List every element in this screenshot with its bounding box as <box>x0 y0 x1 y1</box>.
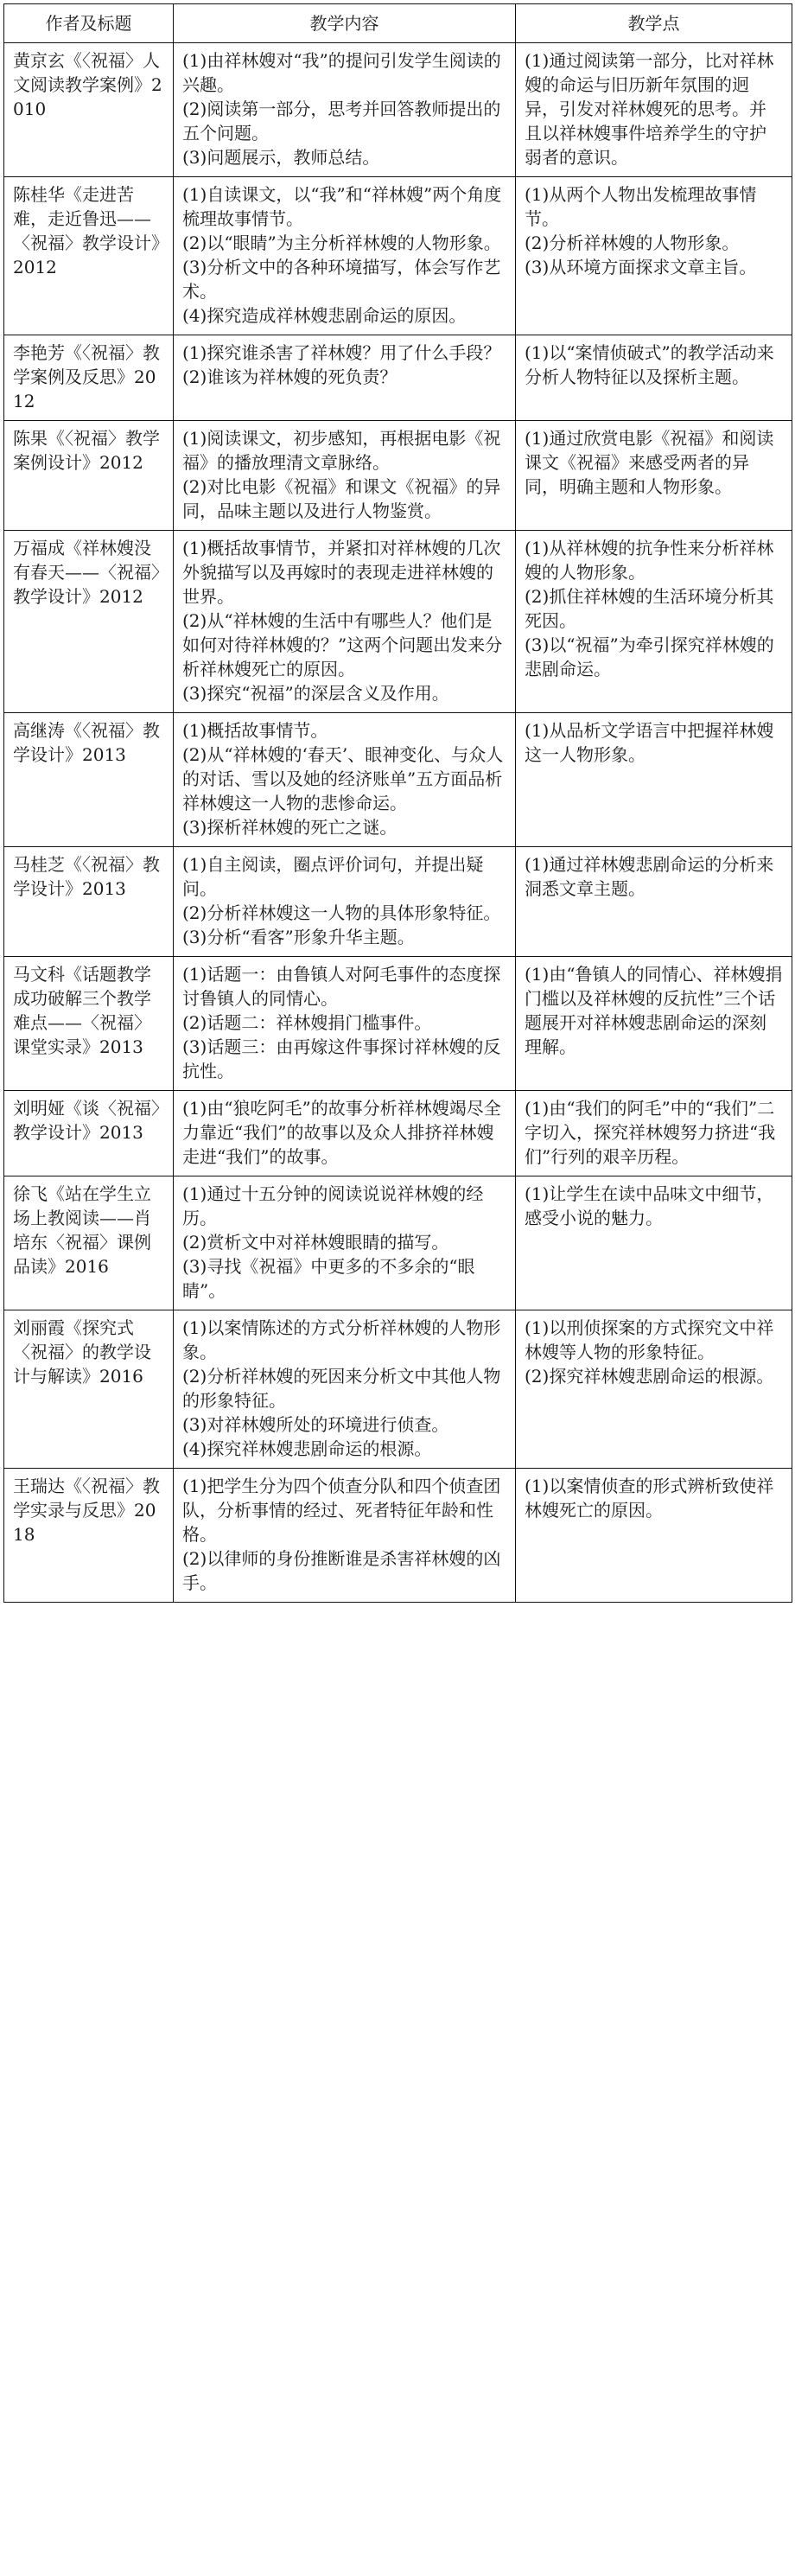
teaching-content-cell <box>174 1091 516 1176</box>
content-item: (2)话题二：祥林嫂捐门槛事件。 <box>182 1012 432 1033</box>
author-title-cell: 刘明娅《谈〈祝福〉教学设计》2013 <box>4 1091 174 1176</box>
table-row <box>4 335 792 421</box>
point-item: (2)探究祥林嫂悲剧命运的根源。 <box>525 1366 774 1387</box>
author-title-cell: 黄京玄《〈祝福〉人文阅读教学案例》2010 <box>4 43 174 177</box>
teaching-points-cell <box>516 1469 792 1603</box>
point-item: (1)通过阅读第一部分，比对祥林嫂的命运与旧历新年氛围的迥异，引发对祥林嫂死的思考。并且以祥林嫂事件培养学生的守护弱者的意识。 <box>525 50 774 168</box>
author-title-cell: 徐飞《站在学生立场上教阅读——肖培东〈祝福〉课例品读》2016 <box>4 1176 174 1310</box>
author-title-cell: 李艳芳《〈祝福〉教学案例及反思》2012 <box>4 335 174 421</box>
author-title-cell: 陈桂华《走进苦难，走近鲁迅——〈祝福〉教学设计》2012 <box>4 177 174 335</box>
teaching-content-cell <box>174 847 516 957</box>
content-item: (2)从“祥林嫂的生活中有哪些人？他们是如何对待祥林嫂的？”这两个问题出发来分析祥林嫂死亡的原因。 <box>182 610 503 679</box>
point-item: (1)从祥林嫂的抗争性来分析祥林嫂的人物形象。 <box>525 538 774 583</box>
teaching-points-cell <box>516 335 792 421</box>
table-row <box>4 177 792 335</box>
content-item: (3)探析祥林嫂的死亡之谜。 <box>182 817 398 838</box>
point-item: (1)通过祥林嫂悲剧命运的分析来洞悉文章主题。 <box>525 854 774 899</box>
content-item: (2)从“祥林嫂的‘春天’、眼神变化、与众人的对话、雪以及她的经济账单”五方面品析祥林嫂这一人物的悲惨命运。 <box>182 744 504 813</box>
table-row <box>4 1310 792 1469</box>
content-item: (1)以案情陈述的方式分析祥林嫂的人物形象。 <box>182 1317 501 1362</box>
content-item: (3)对祥林嫂所处的环境进行侦查。 <box>182 1414 449 1435</box>
point-item: (1)由“我们的阿毛”中的“我们”二字切入，探究祥林嫂努力挤进“我们”行列的艰辛历程。 <box>525 1098 776 1167</box>
content-item: (2)谁该为祥林嫂的死负责？ <box>182 367 398 387</box>
content-item: (2)分析祥林嫂的死因来分析文中其他人物的形象特征。 <box>182 1366 501 1411</box>
point-item: (1)以案情侦查的形式辨析致使祥林嫂死亡的原因。 <box>525 1476 774 1521</box>
content-item: (1)阅读课文，初步感知，再根据电影《祝福》的播放理清文章脉络。 <box>182 428 501 473</box>
table-row <box>4 1091 792 1176</box>
table-row <box>4 847 792 957</box>
content-item: (1)通过十五分钟的阅读说说祥林嫂的经历。 <box>182 1183 484 1228</box>
content-item: (2)阅读第一部分，思考并回答教师提出的五个问题。 <box>182 99 501 143</box>
teaching-content-cell <box>174 43 516 177</box>
point-item: (1)以“案情侦破式”的教学活动来分析人物特征以及探析主题。 <box>525 342 774 387</box>
point-item: (1)从两个人物出发梳理故事情节。 <box>525 184 757 229</box>
table-row <box>4 43 792 177</box>
content-item: (1)由“狼吃阿毛”的故事分析祥林嫂竭尽全力靠近“我们”的故事以及众人排挤祥林嫂走进“我们”的故事。 <box>182 1098 501 1167</box>
content-item: (1)概括故事情节，并紧扣对祥林嫂的几次外貌描写以及再嫁时的表现走进祥林嫂的世界。 <box>182 538 501 607</box>
teaching-content-cell <box>174 957 516 1091</box>
author-title-cell: 万福成《祥林嫂没有春天——〈祝福〉教学设计》2012 <box>4 531 174 713</box>
content-item: (1)自主阅读，圈点评价词句，并提出疑问。 <box>182 854 484 899</box>
content-item: (2)对比电影《祝福》和课文《祝福》的异同，品味主题以及进行人物鉴赏。 <box>182 476 501 521</box>
teaching-content-cell <box>174 421 516 531</box>
content-item: (3)分析“看客”形象升华主题。 <box>182 927 415 947</box>
author-title-cell: 刘丽霞《探究式〈祝福〉的教学设计与解读》2016 <box>4 1310 174 1469</box>
point-item: (1)以刑侦探案的方式探究文中祥林嫂等人物的形象特征。 <box>525 1317 774 1362</box>
teaching-points-cell <box>516 847 792 957</box>
teaching-content-cell <box>174 1469 516 1603</box>
teaching-content-cell <box>174 335 516 421</box>
teaching-points-cell <box>516 1176 792 1310</box>
teaching-content-cell <box>174 177 516 335</box>
content-item: (1)由祥林嫂对“我”的提问引发学生阅读的兴趣。 <box>182 50 501 95</box>
table-row <box>4 1469 792 1603</box>
teaching-points-cell <box>516 1310 792 1469</box>
content-item: (2)以律师的身份推断谁是杀害祥林嫂的凶手。 <box>182 1548 501 1593</box>
content-item: (4)探究祥林嫂悲剧命运的根源。 <box>182 1438 432 1459</box>
point-item: (2)抓住祥林嫂的生活环境分析其死因。 <box>525 586 774 631</box>
content-item: (2)分析祥林嫂这一人物的具体形象特征。 <box>182 902 501 923</box>
table-row <box>4 1176 792 1310</box>
teaching-points-cell <box>516 957 792 1091</box>
point-item: (1)由“鲁镇人的同情心、祥林嫂捐门槛以及祥林嫂的反抗性”三个话题展开对祥林嫂悲剧命运的深刻理解。 <box>525 964 783 1057</box>
author-title-cell: 高继涛《〈祝福〉教学设计》2013 <box>4 713 174 847</box>
content-item: (1)概括故事情节。 <box>182 720 328 741</box>
header-row <box>4 4 792 43</box>
teaching-points-cell <box>516 713 792 847</box>
point-item: (2)分析祥林嫂的人物形象。 <box>525 233 740 253</box>
header-teaching-points: 教学点 <box>516 4 792 43</box>
content-item: (4)探究造成祥林嫂悲剧命运的原因。 <box>182 305 467 326</box>
content-item: (1)话题一：由鲁镇人对阿毛事件的态度探讨鲁镇人的同情心。 <box>182 964 501 1009</box>
teaching-points-cell <box>516 421 792 531</box>
header-teaching-content: 教学内容 <box>174 4 516 43</box>
author-title-cell: 陈果《〈祝福〉教学案例设计》2012 <box>4 421 174 531</box>
point-item: (1)从品析文学语言中把握祥林嫂这一人物形象。 <box>525 720 774 765</box>
point-item: (3)以“祝福”为牵引探究祥林嫂的悲剧命运。 <box>525 634 774 679</box>
header-author-title: 作者及标题 <box>4 4 174 43</box>
content-item: (2)以“眼睛”为主分析祥林嫂的人物形象。 <box>182 233 501 253</box>
table-body <box>4 43 792 1603</box>
author-title-cell: 马文科《话题教学成功破解三个教学难点——〈祝福〉课堂实录》2013 <box>4 957 174 1091</box>
content-item: (3)分析文中的各种环境描写，体会写作艺术。 <box>182 257 501 302</box>
table-row <box>4 531 792 713</box>
author-title-cell: 马桂芝《〈祝福〉教学设计》2013 <box>4 847 174 957</box>
teaching-points-cell <box>516 43 792 177</box>
content-item: (3)问题展示，教师总结。 <box>182 147 380 168</box>
teaching-points-cell <box>516 1091 792 1176</box>
table-row <box>4 421 792 531</box>
content-item: (3)话题三：由再嫁这件事探讨祥林嫂的反抗性。 <box>182 1036 501 1081</box>
point-item: (1)通过欣赏电影《祝福》和阅读课文《祝福》来感受两者的异同，明确主题和人物形象。 <box>525 428 774 497</box>
teaching-content-cell <box>174 531 516 713</box>
teaching-content-cell <box>174 713 516 847</box>
content-item: (1)自读课文，以“我”和“祥林嫂”两个角度梳理故事情节。 <box>182 184 502 229</box>
teaching-content-cell <box>174 1310 516 1469</box>
table-row <box>4 713 792 847</box>
content-item: (1)探究谁杀害了祥林嫂？用了什么手段？ <box>182 342 501 363</box>
teaching-table <box>3 3 792 1603</box>
content-item: (3)探究“祝福”的深层含义及作用。 <box>182 683 449 704</box>
teaching-points-cell <box>516 531 792 713</box>
author-title-cell: 王瑞达《〈祝福〉教学实录与反思》2018 <box>4 1469 174 1603</box>
teaching-content-cell <box>174 1176 516 1310</box>
table-row <box>4 957 792 1091</box>
content-item: (3)寻找《祝福》中更多的不多余的“眼睛”。 <box>182 1256 475 1301</box>
point-item: (1)让学生在读中品味文中细节，感受小说的魅力。 <box>525 1183 774 1228</box>
content-item: (2)赏析文中对祥林嫂眼睛的描写。 <box>182 1232 449 1253</box>
content-item: (1)把学生分为四个侦查分队和四个侦查团队，分析事情的经过、死者特征年龄和性格。 <box>182 1476 501 1545</box>
teaching-points-cell <box>516 177 792 335</box>
point-item: (3)从环境方面探求文章主旨。 <box>525 257 757 277</box>
